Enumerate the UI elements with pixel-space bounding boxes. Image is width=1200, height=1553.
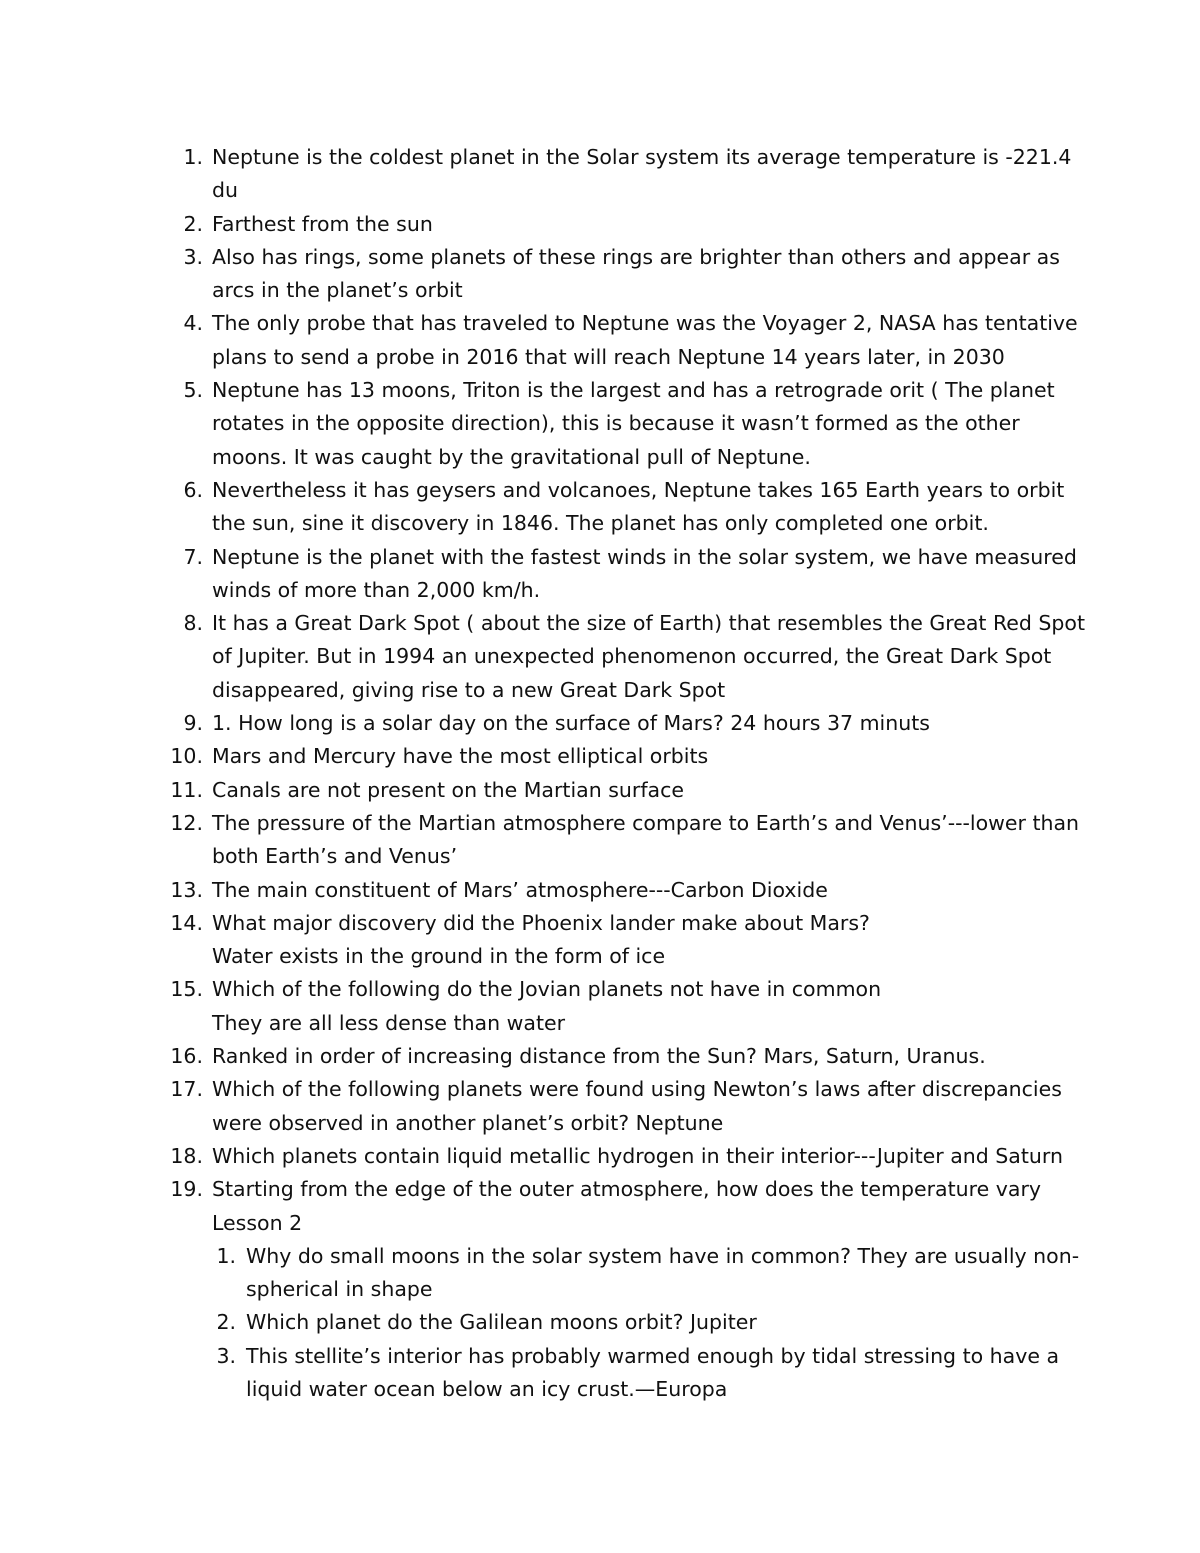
list-item-text: Neptune is the coldest planet in the Solar system its average temperature is -221.4 — [212, 145, 1072, 169]
list-item — [0, 541, 1200, 608]
list-item-text: Starting from the edge of the outer atmosphere, how does the temperature vary — [212, 1177, 1042, 1202]
list-item-text: du — [212, 178, 239, 203]
list-item-text: rotates in the opposite direction), this is because it wasn’t formed as the other — [212, 411, 1020, 436]
list-item-text: the sun, sine it discovery in 1846. The planet has only completed one orbit. — [212, 511, 989, 536]
list-item-number: 19. — [170, 1177, 203, 1202]
list-item — [0, 1140, 1200, 1173]
sub-list-item-number: 2. — [216, 1310, 236, 1335]
sub-list-item-number: 3. — [216, 1343, 236, 1368]
list-item-text: Water exists in the ground in the form of ice — [212, 944, 666, 969]
list-item-number: 12. — [170, 810, 203, 835]
list-item — [0, 307, 1200, 374]
list-item — [0, 607, 1200, 707]
list-item-number: 15. — [170, 977, 203, 1002]
list-item-text: Ranked in order of increasing distance from the Sun? Mars, Saturn, Uranus. — [212, 1044, 986, 1069]
list-item-text: Which of the following do the Jovian planets not have in common — [212, 977, 882, 1002]
list-item-text: Which planets contain liquid metallic hydrogen in their interior---Jupiter and Saturn — [212, 1143, 1063, 1168]
list-item-text: What major discovery did the Phoenix lander make about Mars? — [212, 910, 870, 935]
list-item — [0, 241, 1200, 308]
list-item-number: 10. — [170, 744, 203, 769]
list-item-text: Which of the following planets were found using Newton’s laws after discrepancies — [212, 1077, 1062, 1102]
list-item-number: 17. — [170, 1077, 203, 1102]
list-item-text: Nevertheless it has geysers and volcanoes, Neptune takes 165 Earth years to orbit — [212, 477, 1065, 502]
list-item-text: Canals are not present on the Martian surface — [212, 777, 684, 802]
list-item-number: 6. — [183, 477, 203, 502]
list-item — [0, 707, 1200, 740]
list-item-number: 14. — [170, 910, 203, 935]
list-item-text: were observed in another planet’s orbit? Neptune — [212, 1110, 724, 1135]
list-item — [0, 774, 1200, 807]
list-item-text: plans to send a probe in 2016 that will reach Neptune 14 years later, in 2030 — [212, 344, 1005, 369]
list-item-text: The pressure of the Martian atmosphere compare to Earth’s and Venus’---lower than — [212, 810, 1080, 835]
sub-list-item — [0, 1240, 1200, 1307]
list-item-text: 1. How long is a solar day on the surface of Mars? 24 hours 37 minuts — [212, 711, 930, 736]
list-item-number: 9. — [183, 711, 203, 736]
numbered-list — [0, 141, 1200, 1406]
list-item — [0, 807, 1200, 874]
list-item — [0, 1173, 1200, 1206]
list-item-number: 1. — [183, 145, 203, 169]
list-item-text: both Earth’s and Venus’ — [212, 844, 458, 869]
list-item-number: 18. — [170, 1143, 203, 1168]
list-item — [0, 973, 1200, 1040]
list-item-text: It has a Great Dark Spot ( about the size of Earth) that resembles the Great Red Spot — [212, 611, 1086, 636]
list-item-text: Mars and Mercury have the most elliptical orbits — [212, 744, 709, 769]
lesson-heading — [0, 1207, 1200, 1240]
list-item-text: Neptune is the planet with the fastest winds in the solar system, we have measured — [212, 544, 1077, 569]
list-item-number: 3. — [183, 244, 203, 269]
sub-list-item-number: 1. — [216, 1243, 236, 1268]
lesson-heading-text: Lesson 2 — [212, 1210, 303, 1235]
list-item-text: moons. It was caught by the gravitational pull of Neptune. — [212, 444, 811, 469]
list-item — [0, 141, 1200, 208]
sub-list-item — [0, 1340, 1200, 1407]
list-item-number: 8. — [183, 611, 203, 636]
list-item-number: 11. — [170, 777, 203, 802]
list-item-text: arcs in the planet’s orbit — [212, 278, 463, 303]
list-item — [0, 374, 1200, 474]
sub-list-item-text: liquid water ocean below an icy crust.—Europa — [246, 1376, 728, 1401]
list-item-text: disappeared, giving rise to a new Great Dark Spot — [212, 677, 726, 702]
sub-list-item-text: This stellite’s interior has probably warmed enough by tidal stressing to have a — [246, 1343, 1060, 1368]
list-item — [0, 740, 1200, 773]
list-item-text: The main constituent of Mars’ atmosphere---Carbon Dioxide — [212, 877, 828, 902]
list-item-text: winds of more than 2,000 km/h. — [212, 577, 541, 602]
list-item-number: 2. — [183, 211, 203, 236]
list-item — [0, 907, 1200, 974]
list-item-text: Also has rings, some planets of these rings are brighter than others and appear as — [212, 244, 1060, 269]
list-item — [0, 874, 1200, 907]
list-item-number: 16. — [170, 1044, 203, 1069]
sub-list-item — [0, 1306, 1200, 1339]
list-item-number: 13. — [170, 877, 203, 902]
list-item-text: They are all less dense than water — [212, 1010, 566, 1035]
list-item-number: 5. — [183, 378, 203, 403]
list-item-text: Farthest from the sun — [212, 211, 433, 236]
list-item — [0, 1040, 1200, 1073]
list-item-text: Neptune has 13 moons, Triton is the largest and has a retrograde orit ( The planet — [212, 378, 1055, 403]
list-item-number: 7. — [183, 544, 203, 569]
sub-list-item-text: Which planet do the Galilean moons orbit? Jupiter — [246, 1310, 757, 1335]
list-item — [0, 474, 1200, 541]
list-item — [0, 208, 1200, 241]
list-item-number: 4. — [183, 311, 203, 336]
sub-list-item-text: spherical in shape — [246, 1277, 433, 1302]
list-item — [0, 1073, 1200, 1140]
sub-list-item-text: Why do small moons in the solar system have in common? They are usually non- — [246, 1243, 1080, 1268]
list-item-text: of Jupiter. But in 1994 an unexpected phenomenon occurred, the Great Dark Spot — [212, 644, 1052, 669]
list-item-text: The only probe that has traveled to Neptune was the Voyager 2, NASA has tentative — [212, 311, 1078, 336]
